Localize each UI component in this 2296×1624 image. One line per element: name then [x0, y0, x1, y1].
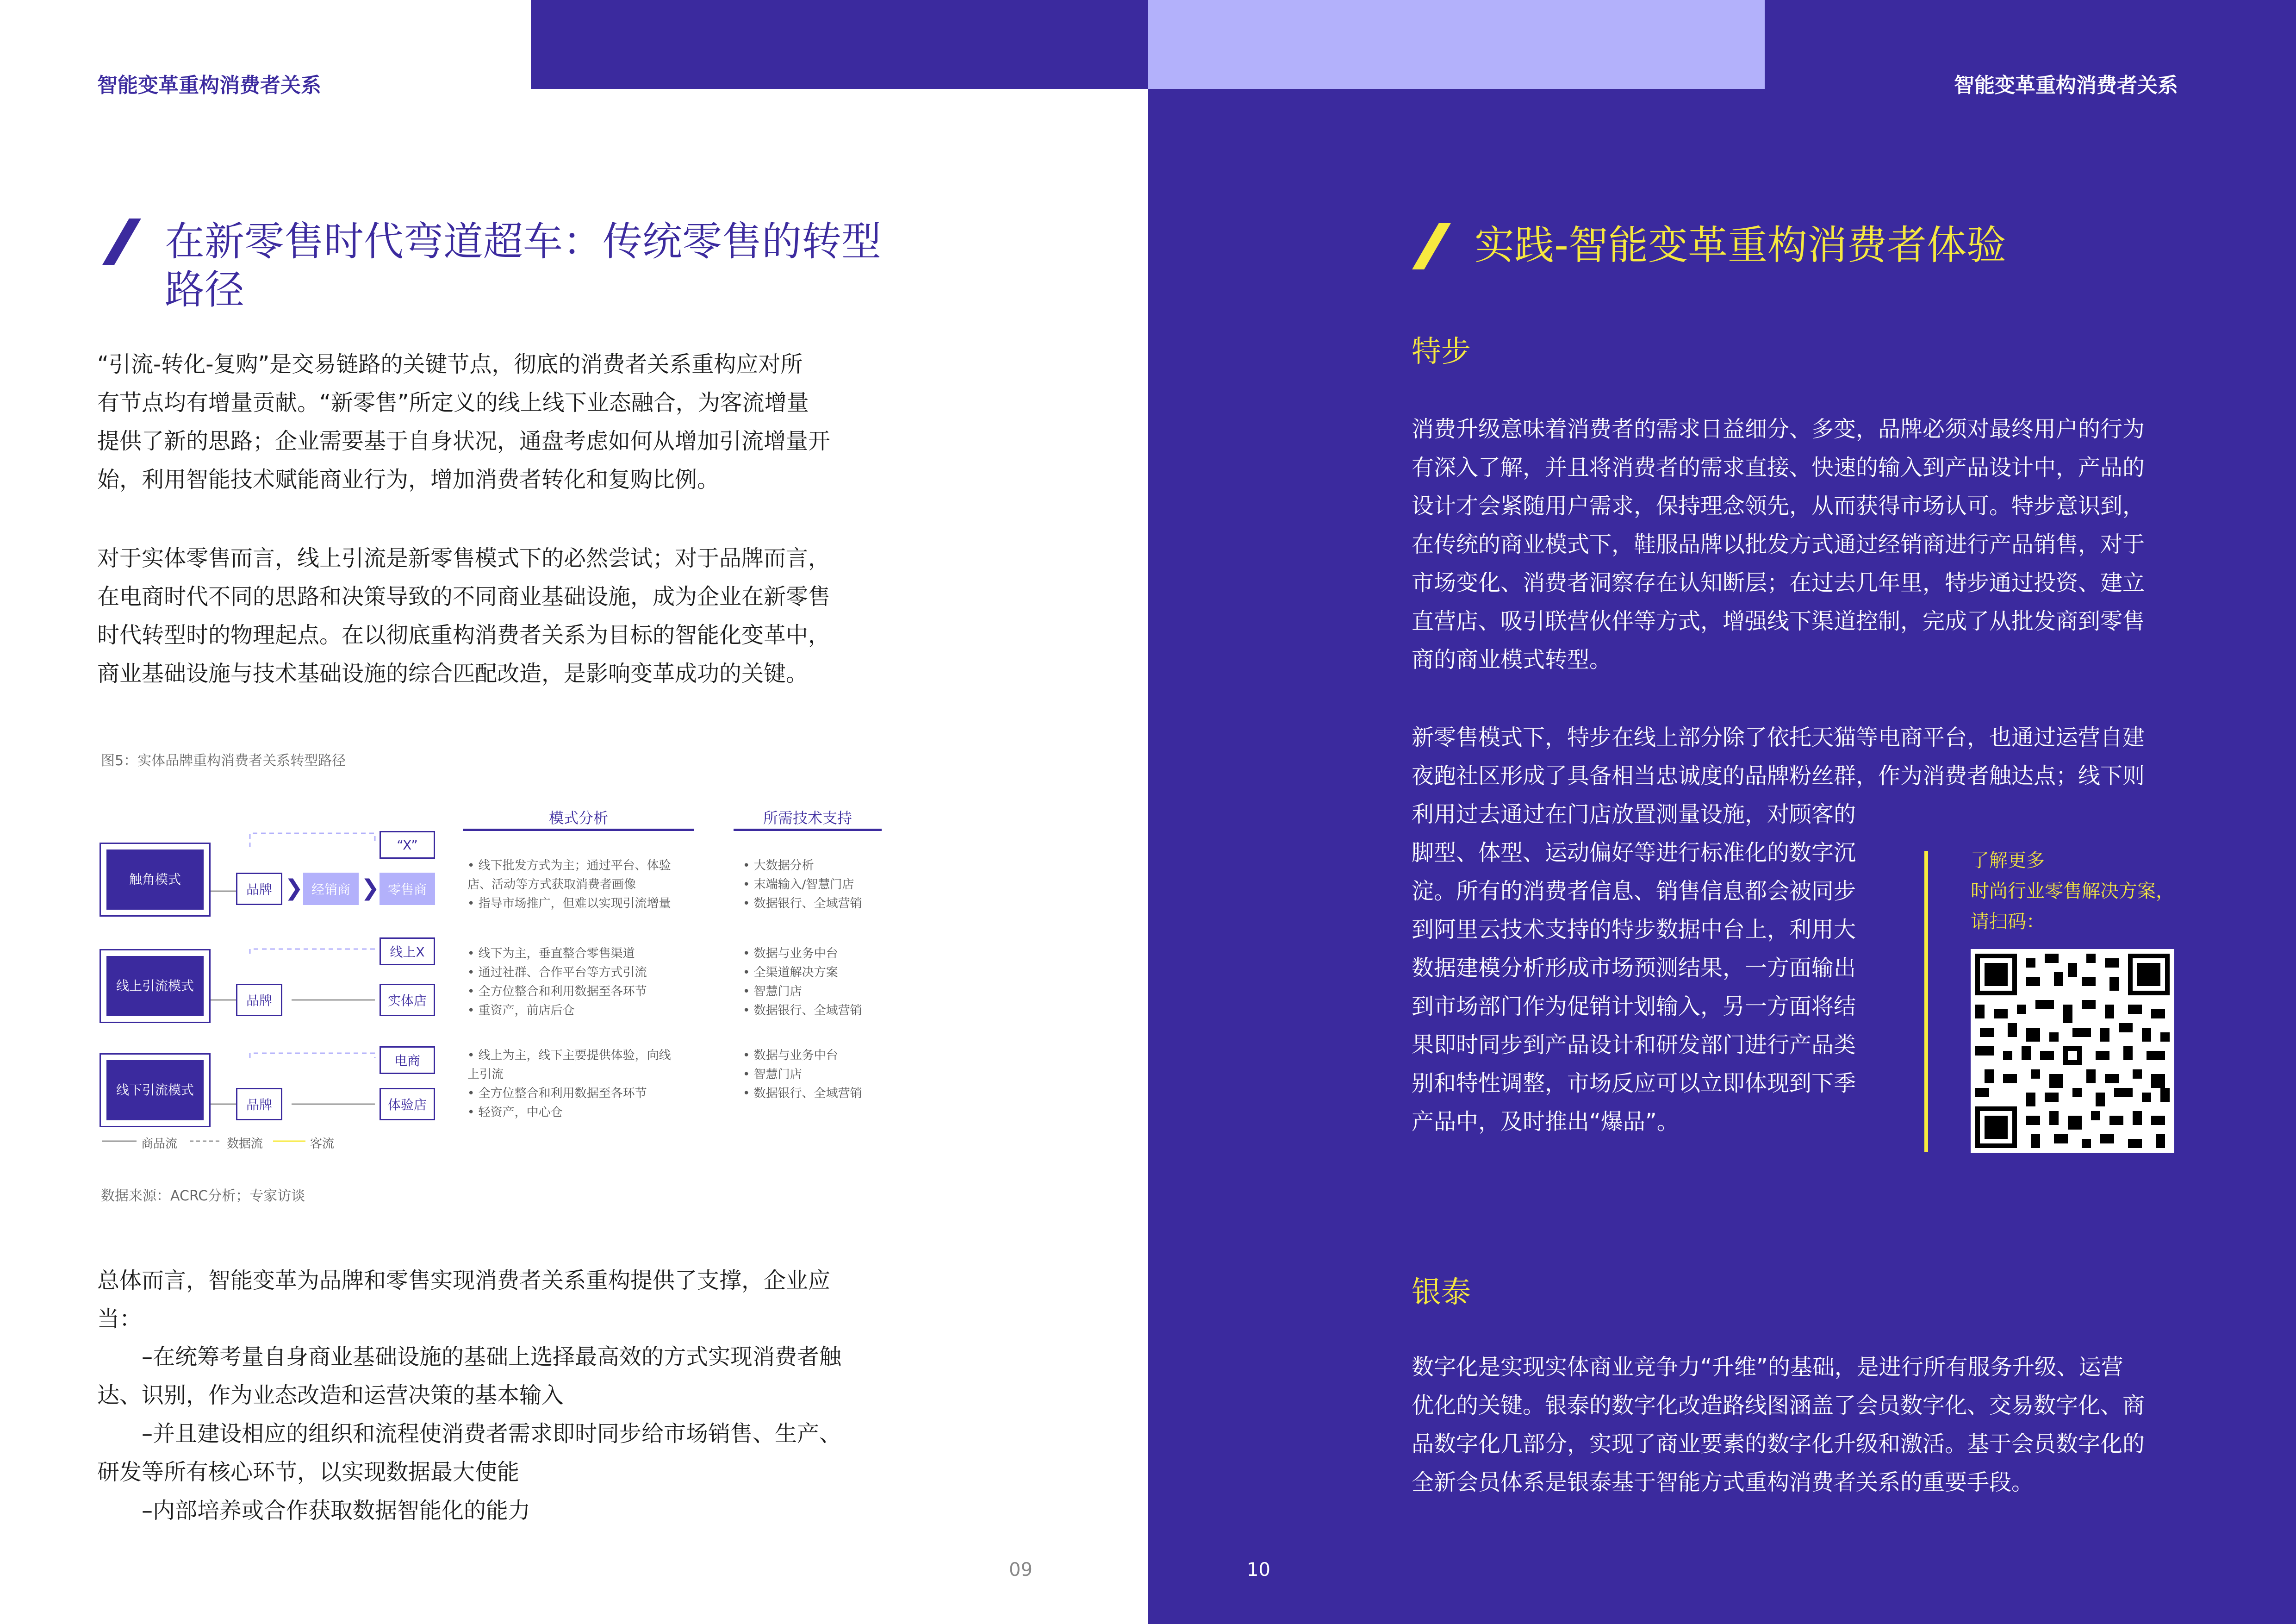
transformation-diagram [97, 796, 884, 1157]
left-section-title: 在新零售时代弯道超车：传统零售的转型 路径 [165, 219, 881, 313]
column-rule-tech [734, 829, 882, 831]
title-slash-icon [102, 219, 141, 265]
arrow-icon: ❯ [285, 875, 304, 901]
mode-box-2 [100, 949, 211, 1023]
legend-customer-flow: 客流 [310, 1137, 335, 1151]
figure-source: 数据来源：ACRC分析；专家访谈 [101, 1188, 305, 1204]
right-header: 智能变革重构消费者关系 [1954, 74, 2178, 97]
top-bar-light [1148, 0, 1765, 89]
figure-caption: 图5：实体品牌重构消费者关系转型路径 [101, 753, 346, 769]
right-paragraph-3: 数字化是实现实体商业竞争力“升维”的基础，是进行所有服务升级、运营 优化的关键。银泰的数字化改造路线图涵盖了会员数字化、交易数字化、商 品数字化几部分，实现了商业要素的数字化升级和激活。基于会员数字化的 全新会员体系是银泰基于智能方式重构消费者关系的重要手段。 [1412, 1354, 2145, 1495]
left-paragraph-3: 总体而言，智能变革为品牌和零售实现消费者关系重构提供了支撑，企业应 当： [97, 1268, 831, 1332]
analysis-list-1: • 线下批发方式为主；通过平台、体验 店、活动等方式获取消费者画像 • 指导市场推广，但难以实现引流增量 [467, 859, 671, 911]
legend-data-flow: 数据流 [227, 1137, 263, 1151]
retailer-pill-1: 零售商 [380, 873, 435, 905]
page-number-left: 09 [1009, 1559, 1033, 1580]
top-bar-dark [531, 0, 1148, 89]
mode-label-2: 线上引流模式 [106, 956, 204, 1016]
analysis-list-3: • 线上为主，线下主要提供体验，向线 上引流 • 全方位整合和利用数据至各环节 • 轻资产，中心仓 [467, 1049, 671, 1119]
qr-code-icon [1971, 949, 2174, 1153]
left-points: –在统筹考量自身商业基础设施的基础上选择最高效的方式实现消费者触 达、识别，作为业态改造和运营决策的基本输入 –并且建设相应的组织和流程使消费者需求即时同步给市场销售、生产、 研发等所有核心环节，以实现数据最大使能 –内部培养或合作获取数据智能化的能力 [97, 1344, 842, 1524]
store-box-3: 体验店 [380, 1088, 435, 1120]
tech-list-3: • 数据与业务中台 • 智慧门店 • 数据银行、全域营销 [743, 1049, 862, 1100]
side-rule [1924, 851, 1928, 1152]
mode-box-3 [100, 1053, 211, 1127]
right-section-title: 实践-智能变革重构消费者体验 [1475, 222, 2007, 269]
page-number-right: 10 [1247, 1559, 1270, 1580]
store-box-2: 实体店 [380, 984, 435, 1016]
brand-box-3: 品牌 [236, 1088, 282, 1120]
column-header-mode: 模式分析 [548, 809, 608, 827]
left-header: 智能变革重构消费者关系 [97, 74, 321, 97]
top-box-2: 线上X [380, 937, 435, 965]
tech-list-1: • 大数据分析 • 末端输入/智慧门店 • 数据银行、全域营销 [743, 859, 862, 911]
analysis-list-2: • 线下为主，垂直整合零售渠道 • 通过社群、合作平台等方式引流 • 全方位整合和利用数据至各环节 • 重资产，前店后仓 [467, 947, 647, 1018]
arrow-icon: ❯ [361, 875, 380, 901]
mode-label-1: 触角模式 [106, 849, 204, 910]
mode-box-1 [100, 843, 211, 917]
subheading-xtep: 特步 [1412, 335, 1471, 369]
right-paragraph-2: 新零售模式下，特步在线上部分除了依托天猫等电商平台，也通过运营自建 夜跑社区形成了具备相当忠诚度的品牌粉丝群，作为消费者触达点；线下则 [1412, 725, 2145, 789]
mode-label-3: 线下引流模式 [106, 1060, 204, 1120]
right-paragraph-2b: 利用过去通过在门店放置测量设施，对顾客的 脚型、体型、运动偏好等进行标准化的数字沉 淀。所有的消费者信息、销售信息都会被同步 到阿里云技术支持的特步数据中台上，利用大 数据建模分析形成市场预测结果，一方面输出 到市场部门作为促销计划输入，另一方面将结 果即时同步到产品设计和研发部门进行产品类 别和特性调整，市场反应可以立即体现到下季 产品中，及时推出“爆品”。 [1412, 801, 1856, 1135]
subheading-intime: 银泰 [1412, 1275, 1471, 1310]
brand-box-2: 品牌 [236, 984, 282, 1016]
right-paragraph-1: 消费升级意味着消费者的需求日益细分、多变，品牌必须对最终用户的行为 有深入了解，并且将消费者的需求直接、快速的输入到产品设计中，产品的 设计才会紧随用户需求，保持理念领先，从而获得市场认可。特步意识到， 在传统的商业模式下，鞋服品牌以批发方式通过经销商进行产品销售，对于 市场变化、消费者洞察存在认知断层；在过去几年里，特步通过投资、建立 直营店、吸引联营伙伴等方式，增强线下渠道控制，完成了从批发商到零售 商的商业模式转型。 [1412, 416, 2145, 673]
tech-list-2: • 数据与业务中台 • 全渠道解决方案 • 智慧门店 • 数据银行、全域营销 [743, 947, 862, 1018]
qr-code[interactable] [1971, 949, 2174, 1153]
scan-note: 了解更多 时尚行业零售解决方案， 请扫码： [1971, 850, 2174, 932]
brand-box-1: 品牌 [236, 873, 282, 905]
top-box-1: “X” [380, 831, 435, 859]
legend-goods-flow: 商品流 [141, 1137, 178, 1151]
left-paragraph-1: “引流-转化-复购”是交易链路的关键节点，彻底的消费者关系重构应对所 有节点均有增量贡献。“新零售”所定义的线上线下业态融合，为客流增量 提供了新的思路；企业需要基于自身状况，通盘考虑如何从增加引流增量开 始，利用智能技术赋能商业行为，增加消费者转化和复购比例。 [97, 351, 831, 493]
top-box-3: 电商 [380, 1046, 435, 1074]
left-paragraph-2: 对于实体零售而言，线上引流是新零售模式下的必然尝试；对于品牌而言， 在电商时代不同的思路和决策导致的不同商业基础设施，成为企业在新零售 时代转型时的物理起点。在以彻底重构消费者关系为目标的智能化变革中， 商业基础设施与技术基础设施的综合匹配改造，是影响变革成功的关键。 [97, 545, 831, 687]
column-rule-mode [463, 829, 694, 831]
distributor-pill-1: 经销商 [303, 873, 359, 905]
column-header-tech: 所需技术支持 [763, 809, 852, 827]
